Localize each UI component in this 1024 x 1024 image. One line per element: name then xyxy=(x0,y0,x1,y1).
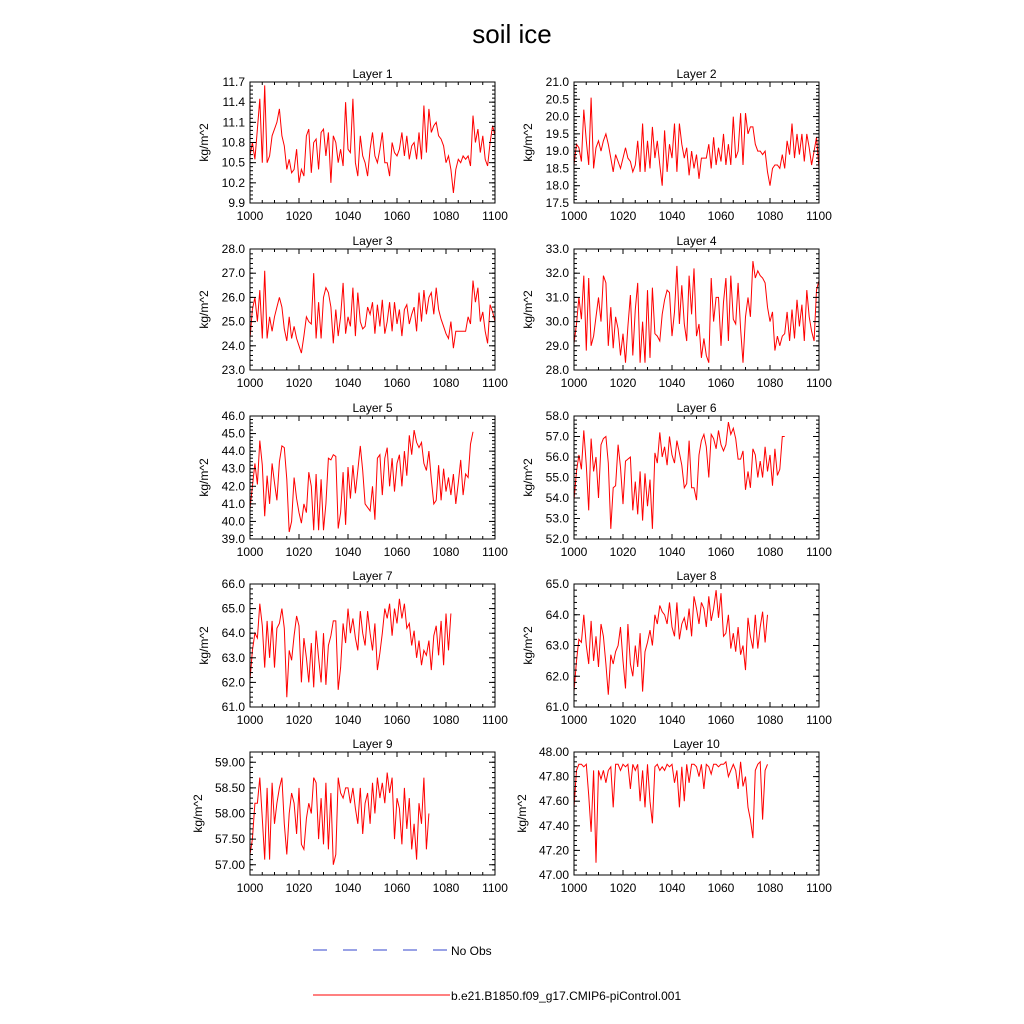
x-tick-label: 1020 xyxy=(285,881,313,895)
y-tick-label: 64.0 xyxy=(221,626,245,641)
panel-title: Layer 7 xyxy=(352,569,393,583)
y-tick-label: 18.0 xyxy=(545,178,569,193)
panel-title: Layer 6 xyxy=(676,401,717,415)
y-axis-label: kg/m^2 xyxy=(521,626,535,665)
x-tick-label: 1080 xyxy=(756,209,784,223)
x-tick-label: 1020 xyxy=(285,713,313,727)
series-line xyxy=(250,773,429,865)
y-tick-label: 20.5 xyxy=(545,92,569,107)
x-tick-label: 1100 xyxy=(482,713,508,727)
y-tick-label: 19.0 xyxy=(545,144,569,159)
x-tick-label: 1040 xyxy=(334,713,362,727)
y-tick-label: 55.0 xyxy=(545,470,569,485)
x-tick-label: 1020 xyxy=(609,376,637,390)
panel-title: Layer 9 xyxy=(352,737,393,751)
y-tick-label: 9.9 xyxy=(228,196,245,210)
legend xyxy=(313,944,681,1003)
y-axis-label: kg/m^2 xyxy=(521,290,535,329)
y-tick-label: 65.0 xyxy=(545,577,569,591)
y-tick-label: 40.0 xyxy=(221,514,245,529)
x-tick-label: 1040 xyxy=(658,713,686,727)
y-tick-label: 44.0 xyxy=(221,444,245,459)
panel-title: Layer 1 xyxy=(352,67,393,81)
x-tick-label: 1060 xyxy=(707,376,735,390)
y-tick-label: 17.5 xyxy=(545,196,569,210)
y-tick-label: 41.0 xyxy=(221,496,245,511)
x-tick-label: 1100 xyxy=(806,713,832,727)
y-tick-label: 58.00 xyxy=(214,806,245,821)
x-tick-label: 1100 xyxy=(806,545,832,559)
y-axis-label: kg/m^2 xyxy=(191,794,205,833)
legend-model-label: b.e21.B1850.f09_g17.CMIP6-piControl.001 xyxy=(451,989,682,1003)
x-tick-label: 1000 xyxy=(236,713,264,727)
y-tick-label: 25.0 xyxy=(221,314,245,329)
y-tick-label: 46.0 xyxy=(221,409,245,423)
panel-title: Layer 4 xyxy=(676,234,717,248)
y-tick-label: 59.00 xyxy=(214,755,245,770)
x-tick-label: 1080 xyxy=(432,545,460,559)
y-axis-label: kg/m^2 xyxy=(197,123,211,162)
x-tick-label: 1040 xyxy=(334,545,362,559)
panel-5 xyxy=(197,401,508,559)
x-tick-label: 1080 xyxy=(432,713,460,727)
x-tick-label: 1100 xyxy=(806,209,832,223)
panel-title: Layer 8 xyxy=(676,569,717,583)
x-tick-label: 1000 xyxy=(560,713,588,727)
x-tick-label: 1080 xyxy=(756,881,784,895)
x-tick-label: 1060 xyxy=(383,545,411,559)
y-tick-label: 43.0 xyxy=(221,461,245,476)
y-tick-label: 63.0 xyxy=(221,650,245,665)
x-tick-label: 1020 xyxy=(285,209,313,223)
series-line xyxy=(250,599,451,697)
y-tick-label: 48.00 xyxy=(538,745,569,759)
y-tick-label: 57.50 xyxy=(214,832,245,847)
y-tick-label: 10.8 xyxy=(221,135,245,150)
y-tick-label: 30.0 xyxy=(545,314,569,329)
series-line xyxy=(574,590,768,695)
x-tick-label: 1060 xyxy=(707,545,735,559)
x-tick-label: 1080 xyxy=(756,713,784,727)
x-tick-label: 1060 xyxy=(383,713,411,727)
x-tick-label: 1080 xyxy=(756,545,784,559)
x-tick-label: 1100 xyxy=(482,545,508,559)
y-axis-label: kg/m^2 xyxy=(521,458,535,497)
x-tick-label: 1080 xyxy=(432,209,460,223)
x-tick-label: 1020 xyxy=(609,545,637,559)
y-tick-label: 11.1 xyxy=(222,115,245,130)
x-tick-label: 1100 xyxy=(482,881,508,895)
series-line xyxy=(574,762,768,863)
panel-title: Layer 10 xyxy=(673,737,720,751)
y-tick-label: 47.60 xyxy=(538,794,569,809)
y-tick-label: 42.0 xyxy=(221,479,245,494)
x-tick-label: 1020 xyxy=(285,376,313,390)
x-tick-label: 1060 xyxy=(707,713,735,727)
y-tick-label: 32.0 xyxy=(545,266,569,281)
x-tick-label: 1060 xyxy=(707,209,735,223)
y-tick-label: 63.0 xyxy=(545,638,569,653)
y-axis-label: kg/m^2 xyxy=(515,794,529,833)
series-line xyxy=(250,430,473,532)
y-tick-label: 45.0 xyxy=(221,426,245,441)
panel-10 xyxy=(515,737,832,895)
panel-4 xyxy=(521,234,832,390)
y-tick-label: 26.0 xyxy=(221,290,245,305)
y-tick-label: 28.0 xyxy=(221,242,245,256)
panel-title: Layer 3 xyxy=(352,234,393,248)
y-tick-label: 10.5 xyxy=(221,155,245,170)
plot-frame xyxy=(574,584,819,707)
x-tick-label: 1100 xyxy=(806,376,832,390)
x-tick-label: 1020 xyxy=(285,545,313,559)
y-tick-label: 61.0 xyxy=(221,700,245,714)
x-tick-label: 1020 xyxy=(609,881,637,895)
y-tick-label: 65.0 xyxy=(221,601,245,616)
y-tick-label: 18.5 xyxy=(545,161,569,176)
x-tick-label: 1080 xyxy=(756,376,784,390)
x-tick-label: 1000 xyxy=(236,881,264,895)
panel-title: Layer 5 xyxy=(352,401,393,415)
x-tick-label: 1060 xyxy=(383,376,411,390)
x-tick-label: 1100 xyxy=(482,209,508,223)
y-tick-label: 19.5 xyxy=(545,126,569,141)
x-tick-label: 1040 xyxy=(334,209,362,223)
y-tick-label: 58.50 xyxy=(214,780,245,795)
y-tick-label: 47.80 xyxy=(538,769,569,784)
panel-2 xyxy=(521,67,832,223)
plot-frame xyxy=(250,752,495,875)
legend-no-obs-label: No Obs xyxy=(451,944,492,958)
series-line xyxy=(574,98,819,186)
x-tick-label: 1020 xyxy=(609,713,637,727)
x-tick-label: 1000 xyxy=(236,209,264,223)
y-tick-label: 62.0 xyxy=(221,675,245,690)
series-line xyxy=(574,261,819,363)
y-tick-label: 10.2 xyxy=(221,175,245,190)
y-tick-label: 23.0 xyxy=(221,363,245,377)
y-tick-label: 27.0 xyxy=(221,266,245,281)
y-tick-label: 47.00 xyxy=(538,868,569,882)
x-tick-label: 1100 xyxy=(482,376,508,390)
y-tick-label: 57.00 xyxy=(214,857,245,872)
panels-group xyxy=(191,67,832,895)
series-line xyxy=(250,271,495,353)
x-tick-label: 1000 xyxy=(560,881,588,895)
y-axis-label: kg/m^2 xyxy=(197,626,211,665)
x-tick-label: 1040 xyxy=(658,881,686,895)
y-tick-label: 11.4 xyxy=(222,95,245,110)
y-tick-label: 64.0 xyxy=(545,607,569,622)
x-tick-label: 1040 xyxy=(334,376,362,390)
x-tick-label: 1060 xyxy=(383,209,411,223)
x-tick-label: 1040 xyxy=(658,545,686,559)
panel-8 xyxy=(521,569,832,727)
figure-title: soil ice xyxy=(472,19,552,49)
x-tick-label: 1020 xyxy=(609,209,637,223)
y-tick-label: 28.0 xyxy=(545,363,569,377)
y-tick-label: 24.0 xyxy=(221,338,245,353)
y-tick-label: 58.0 xyxy=(545,409,569,423)
y-tick-label: 57.0 xyxy=(545,429,569,444)
y-tick-label: 56.0 xyxy=(545,450,569,464)
series-line xyxy=(250,85,495,192)
panel-6 xyxy=(521,401,832,559)
y-tick-label: 61.0 xyxy=(545,700,569,714)
panel-title: Layer 2 xyxy=(676,67,717,81)
y-tick-label: 11.7 xyxy=(222,75,245,89)
plot-frame xyxy=(250,82,495,203)
y-tick-label: 47.20 xyxy=(538,843,569,858)
x-tick-label: 1000 xyxy=(236,545,264,559)
x-tick-label: 1040 xyxy=(658,209,686,223)
x-tick-label: 1000 xyxy=(560,545,588,559)
plot-frame xyxy=(250,249,495,370)
plot-frame xyxy=(574,82,819,203)
y-tick-label: 31.0 xyxy=(545,290,569,305)
y-tick-label: 29.0 xyxy=(545,338,569,353)
y-axis-label: kg/m^2 xyxy=(521,123,535,162)
x-tick-label: 1040 xyxy=(334,881,362,895)
y-tick-label: 54.0 xyxy=(545,491,569,505)
x-tick-label: 1040 xyxy=(658,376,686,390)
y-tick-label: 66.0 xyxy=(221,577,245,591)
y-tick-label: 21.0 xyxy=(545,75,569,89)
x-tick-label: 1080 xyxy=(432,881,460,895)
panel-3 xyxy=(197,234,508,390)
y-tick-label: 62.0 xyxy=(545,669,569,684)
panel-1 xyxy=(197,67,508,223)
y-tick-label: 20.0 xyxy=(545,109,569,124)
x-tick-label: 1000 xyxy=(560,376,588,390)
y-tick-label: 53.0 xyxy=(545,511,569,526)
x-tick-label: 1100 xyxy=(806,881,832,895)
y-tick-label: 47.40 xyxy=(538,818,569,833)
y-tick-label: 52.0 xyxy=(545,532,569,546)
x-tick-label: 1000 xyxy=(236,376,264,390)
panel-9 xyxy=(191,737,508,895)
y-axis-label: kg/m^2 xyxy=(197,458,211,497)
x-tick-label: 1060 xyxy=(707,881,735,895)
y-tick-label: 39.0 xyxy=(221,532,245,546)
x-tick-label: 1000 xyxy=(560,209,588,223)
y-axis-label: kg/m^2 xyxy=(197,290,211,329)
panel-7 xyxy=(197,569,508,727)
series-line xyxy=(574,422,785,529)
y-tick-label: 33.0 xyxy=(545,242,569,256)
x-tick-label: 1080 xyxy=(432,376,460,390)
x-tick-label: 1060 xyxy=(383,881,411,895)
